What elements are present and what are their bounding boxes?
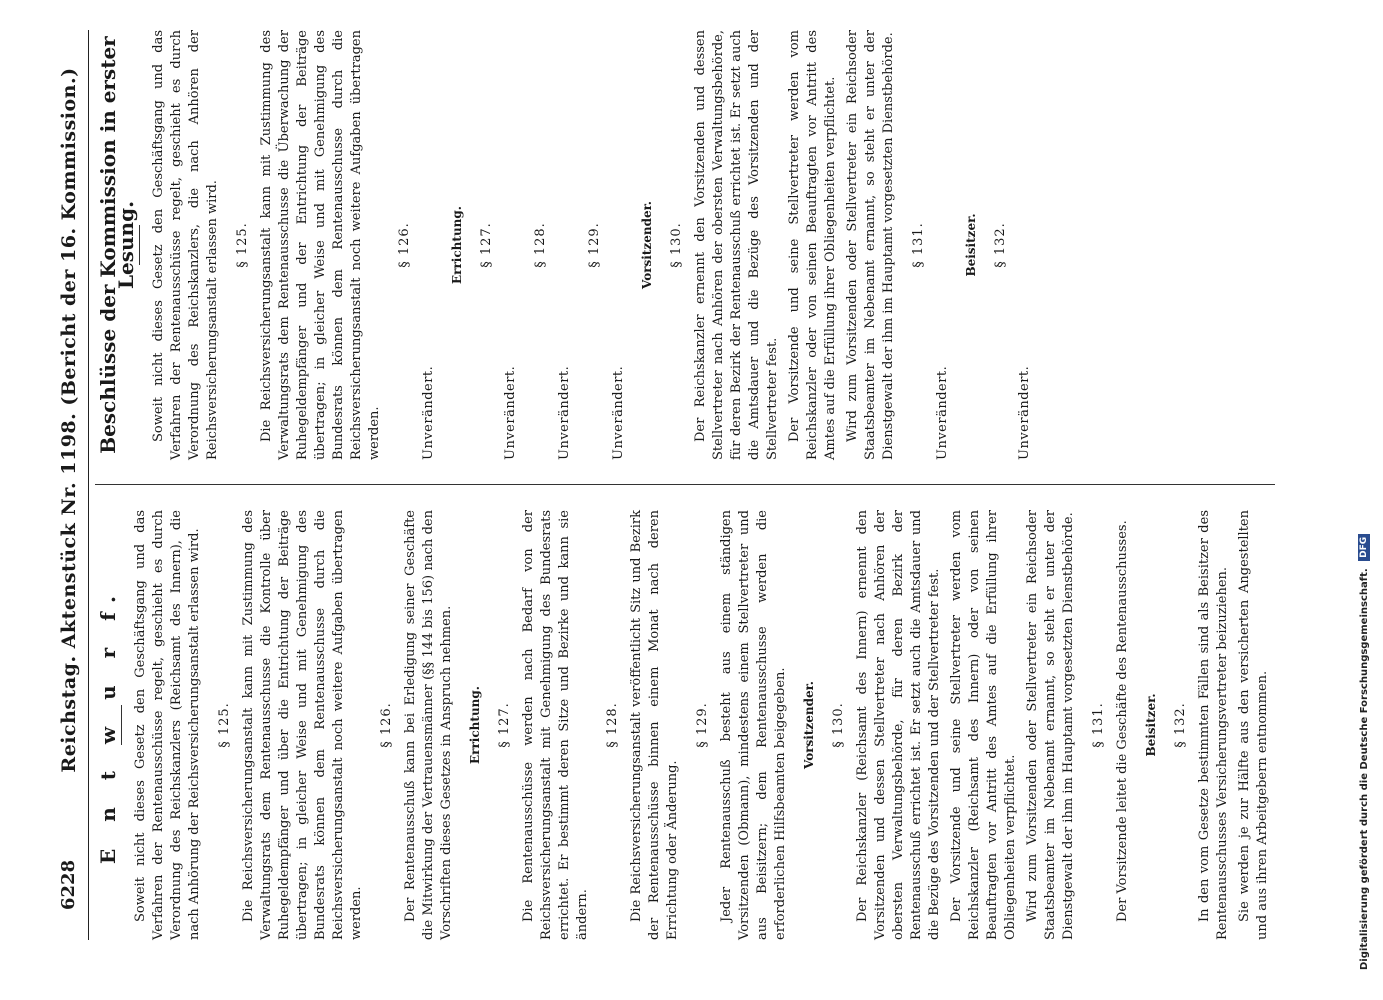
paragraph: In den vom Gesetze bestimmten Fällen sind als Beisitzer des Rentenausschusses Versicherungsvertreter beizuziehen. bbox=[1197, 510, 1230, 940]
section-heading: Errichtung. bbox=[468, 686, 482, 764]
section-number: § 130. bbox=[669, 222, 684, 268]
unchanged-note bbox=[556, 30, 574, 460]
paragraph: Sie werden je zur Hälfte aus den versicherten Angestellten und aus ihren Arbeitgebern entnommen. bbox=[1237, 510, 1270, 940]
paragraph: Der Vorsitzende leitet die Geschäfte des Rentenausschusses. bbox=[1115, 520, 1130, 922]
left-title-rule bbox=[121, 705, 122, 745]
digitization-note: Digitalisierung gefördert durch die Deutsche Forschungsgemeinschaft. bbox=[1359, 568, 1370, 970]
page-number: 6228 bbox=[58, 859, 79, 910]
paragraph: Die Rentenausschüsse werden nach Bedarf von der Reichsversicherungsanstalt mit Genehmigung des Bundesrats errichtet. Er bestimmt deren Sitze und Bezirke und kann sie ändern. bbox=[521, 510, 590, 940]
paragraph: Jeder Rentenausschuß besteht aus einem ständigen Vorsitzenden (Obmann), mindestens einem Stellvertreter und aus Beisitzern; dem Rentenausschusse werden die erforderlichen Hilfsbeamten beigegeben. bbox=[719, 510, 788, 940]
section-heading: Vorsitzender. bbox=[640, 201, 654, 289]
paragraph: Die Reichsversicherungsanstalt veröffentlicht Sitz und Bezirk der Rentenausschüsse binnen einem Monat nach deren Errichtung oder Änderung. bbox=[629, 510, 680, 940]
unchanged-label: Unverändert. bbox=[1017, 365, 1032, 460]
unchanged-label: Unverändert. bbox=[503, 365, 518, 460]
column-divider bbox=[95, 484, 1275, 485]
section-number: § 129. bbox=[695, 702, 710, 748]
section-number: § 128. bbox=[605, 702, 620, 748]
paragraph: Die Reichsversicherungsanstalt kann mit Zustimmung des Verwaltungsrats dem Rentenausschusse die Überwachung der Ruhegeldempfänger und der Entrichtung der Beiträge übertragen; in gleicher Weise und mit Genehmigung des Bundesrats können dem Rentenausschusse durch die Reichsversicherungsanstalt noch weitere Aufgaben übertragen werden. bbox=[259, 30, 382, 460]
section-number: § 132. bbox=[993, 222, 1008, 268]
paragraph: Der Reichskanzler ernennt den Vorsitzenden und dessen Stellvertreter nach Anhören der obersten Verwaltungsbehörde, für deren Bezirk der Rentenausschuß errichtet ist. Er setzt auch die Amtsdauer und die Bezüge des Vorsitzenden und der Stellvertreter fest. bbox=[693, 30, 780, 460]
paragraph: Soweit nicht dieses Gesetz den Geschäftsgang und das Verfahren der Rentenausschüsse regelt, geschieht es durch Verordnung des Reichskanzlers (Reichsamt des Innern), die nach Anhörung der Reichsversicherungsanstalt erlassen wird. bbox=[133, 510, 202, 940]
section-number: § 126. bbox=[397, 222, 412, 268]
section-number: § 127. bbox=[497, 702, 512, 748]
paragraph: Der Reichskanzler (Reichsamt des Innern) ernennt den Vorsitzenden und dessen Stellvertreter nach Anhören der obersten Verwaltungsbehörde, für deren Bezirk der Rentenausschuß errichtet ist. Er setzt auch die Amtsdauer und die Bezüge des Vorsitzenden und der Stellvertreter fest. bbox=[855, 510, 942, 940]
section-number: § 127. bbox=[479, 222, 494, 268]
section-number: § 126. bbox=[379, 702, 394, 748]
section-heading: Beisitzer. bbox=[1144, 693, 1158, 757]
paragraph: Der Rentenausschuß kann bei Erledigung seiner Geschäfte die Mitwirkung der Vertrauensmänner (§§ 144 bis 156) nach den Vorschriften dieses Gesetzes in Anspruch nehmen. bbox=[403, 510, 454, 940]
section-number: § 130. bbox=[831, 702, 846, 748]
unchanged-label: Unverändert. bbox=[935, 365, 950, 460]
paragraph: Die Reichsversicherungsanstalt kann mit Zustimmung des Verwaltungsrats dem Rentenausschusse die Kontrolle über Ruhegeldempfänger und über die Entrichtung der Beiträge übertragen; in gleicher Weise und mit Genehmigung des Bundesrats können dem Rentenausschusse durch die Reichsversicherungsanstalt noch weitere Aufgaben übertragen werden. bbox=[241, 510, 364, 940]
page-header-title: Reichstag. Aktenstück Nr. 1198. (Bericht der 16. Kommission.) bbox=[58, 67, 80, 773]
section-number: § 128. bbox=[533, 222, 548, 268]
unchanged-note bbox=[420, 30, 438, 460]
section-number: § 131. bbox=[1091, 702, 1106, 748]
unchanged-note bbox=[502, 30, 520, 460]
section-heading: Errichtung. bbox=[450, 206, 464, 284]
section-heading: Vorsitzender. bbox=[802, 681, 816, 769]
dfg-logo: DFG bbox=[1358, 534, 1370, 561]
paragraph: Soweit nicht dieses Gesetz den Geschäftsgang und das Verfahren der Rentenausschüsse regelt, geschieht es durch Verordnung des Reichskanzlers, die nach Anhören der Reichsversicherungsanstalt erlassen wird. bbox=[151, 30, 220, 460]
section-number: § 131. bbox=[911, 222, 926, 268]
right-column-title: Beschlüsse der Kommission in erster Lesung. bbox=[96, 36, 138, 454]
section-number: § 125. bbox=[235, 222, 250, 268]
left-column-body bbox=[132, 510, 1272, 940]
section-number: § 125. bbox=[217, 702, 232, 748]
right-column-body bbox=[150, 30, 1034, 460]
unchanged-label: Unverändert. bbox=[557, 365, 572, 460]
section-number: § 129. bbox=[587, 222, 602, 268]
unchanged-label: Unverändert. bbox=[421, 365, 436, 460]
right-column-resolutions bbox=[95, 30, 1038, 460]
right-title-rule bbox=[139, 225, 140, 265]
left-column-title: E n t w u r f. bbox=[96, 586, 120, 864]
digitization-stamp bbox=[1358, 534, 1370, 970]
paragraph: Der Vorsitzende und seine Stellvertreter werden vom Reichskanzler (Reichsamt des Innern) oder von seinen Beauftragten vor Antritt des Amtes auf die Erfüllung ihrer Obliegenheiten verpflichtet. bbox=[949, 510, 1018, 940]
paragraph: Wird zum Vorsitzenden oder Stellvertreter ein Reichsoder Staatsbeamter im Nebenamt ernannt, so steht er unter der Dienstgewalt der ihm im Hauptamt vorgesetzten Dienstbehörde. bbox=[1025, 510, 1076, 940]
unchanged-note bbox=[610, 30, 628, 460]
section-heading: Beisitzer. bbox=[964, 213, 978, 277]
left-column-draft bbox=[95, 510, 1276, 940]
header-rule bbox=[88, 30, 89, 940]
section-number: § 132. bbox=[1173, 702, 1188, 748]
paragraph: Wird zum Vorsitzenden oder Stellvertreter ein Reichsoder Staatsbeamter im Nebenamt ernannt, so steht er unter der Dienstgewalt der ihm im Hauptamt vorgesetzten Dienstbehörde. bbox=[845, 30, 896, 460]
paragraph: Der Vorsitzende und seine Stellvertreter werden vom Reichskanzler oder von seinen Beauftragten vor Antritt des Amtes auf die Erfüllung ihrer Obliegenheiten verpflichtet. bbox=[787, 30, 838, 460]
unchanged-label: Unverändert. bbox=[611, 365, 626, 460]
unchanged-note bbox=[934, 30, 952, 460]
unchanged-note bbox=[1016, 30, 1034, 460]
